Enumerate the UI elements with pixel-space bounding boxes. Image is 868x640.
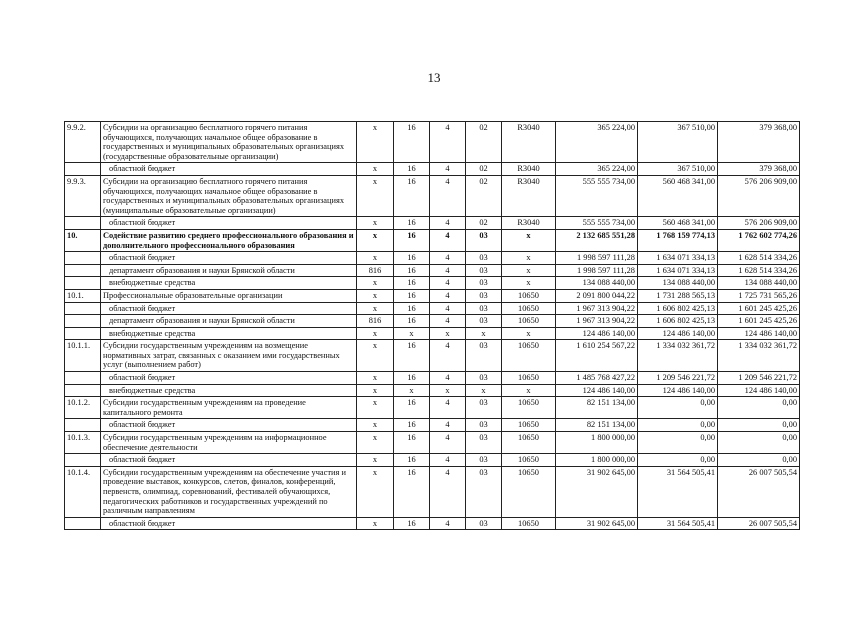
cell-amount-year-1: 134 088 440,00 (556, 277, 638, 290)
cell-grbs: x (357, 419, 394, 432)
cell-amount-year-2: 0,00 (638, 419, 718, 432)
table-row (65, 252, 800, 265)
cell-grbs: x (357, 229, 394, 251)
row-name: департамент образования и науки Брянской области (101, 315, 357, 328)
cell-direction: 10650 (502, 397, 556, 419)
cell-subprogram: 4 (430, 277, 466, 290)
cell-amount-year-3: 26 007 505,54 (718, 517, 800, 530)
cell-amount-year-2: 1 606 802 425,13 (638, 315, 718, 328)
row-name: областной бюджет (101, 302, 357, 315)
cell-grbs: x (357, 252, 394, 265)
row-number (65, 327, 101, 340)
cell-subprogram: 4 (430, 315, 466, 328)
cell-grbs: x (357, 289, 394, 302)
cell-amount-year-2: 124 486 140,00 (638, 327, 718, 340)
cell-grbs: x (357, 432, 394, 454)
table-row (65, 175, 800, 216)
row-number (65, 454, 101, 467)
row-number (65, 315, 101, 328)
cell-direction: R3040 (502, 217, 556, 230)
table-row (65, 315, 800, 328)
cell-activity: 03 (466, 372, 502, 385)
budget-table (64, 121, 800, 530)
cell-amount-year-1: 2 132 685 551,28 (556, 229, 638, 251)
cell-grbs: x (357, 217, 394, 230)
cell-grbs: 816 (357, 264, 394, 277)
cell-amount-year-2: 367 510,00 (638, 163, 718, 176)
cell-amount-year-1: 1 998 597 111,28 (556, 252, 638, 265)
cell-amount-year-1: 1 967 313 904,22 (556, 315, 638, 328)
cell-amount-year-1: 555 555 734,00 (556, 175, 638, 216)
cell-direction: 10650 (502, 432, 556, 454)
cell-amount-year-1: 82 151 134,00 (556, 419, 638, 432)
cell-subprogram: 4 (430, 454, 466, 467)
cell-direction: 10650 (502, 289, 556, 302)
cell-amount-year-2: 1 634 071 334,13 (638, 252, 718, 265)
row-name: областной бюджет (101, 252, 357, 265)
cell-subprogram: 4 (430, 122, 466, 163)
cell-program: 16 (394, 302, 430, 315)
row-name: внебюджетные средства (101, 327, 357, 340)
cell-program: 16 (394, 432, 430, 454)
row-name: департамент образования и науки Брянской области (101, 264, 357, 277)
cell-amount-year-2: 560 468 341,00 (638, 175, 718, 216)
row-number (65, 517, 101, 530)
cell-amount-year-1: 365 224,00 (556, 122, 638, 163)
cell-amount-year-1: 1 967 313 904,22 (556, 302, 638, 315)
cell-subprogram: 4 (430, 229, 466, 251)
cell-amount-year-3: 0,00 (718, 432, 800, 454)
table-row (65, 277, 800, 290)
cell-direction: x (502, 327, 556, 340)
cell-activity: 03 (466, 466, 502, 517)
cell-amount-year-1: 124 486 140,00 (556, 327, 638, 340)
cell-direction: R3040 (502, 163, 556, 176)
cell-direction: 10650 (502, 517, 556, 530)
row-number: 9.9.2. (65, 122, 101, 163)
cell-program: 16 (394, 466, 430, 517)
cell-amount-year-3: 1 601 245 425,26 (718, 302, 800, 315)
cell-grbs: x (357, 302, 394, 315)
cell-program: 16 (394, 163, 430, 176)
cell-program: x (394, 327, 430, 340)
row-name: областной бюджет (101, 372, 357, 385)
table-row (65, 454, 800, 467)
cell-grbs: x (357, 277, 394, 290)
cell-subprogram: 4 (430, 397, 466, 419)
cell-amount-year-3: 1 762 602 774,26 (718, 229, 800, 251)
cell-program: 16 (394, 340, 430, 372)
cell-grbs: x (357, 122, 394, 163)
cell-activity: 03 (466, 432, 502, 454)
row-number (65, 264, 101, 277)
table-row (65, 163, 800, 176)
row-name: областной бюджет (101, 517, 357, 530)
cell-amount-year-2: 0,00 (638, 432, 718, 454)
cell-direction: 10650 (502, 466, 556, 517)
cell-activity: 03 (466, 340, 502, 372)
cell-amount-year-3: 0,00 (718, 397, 800, 419)
table-row (65, 517, 800, 530)
cell-amount-year-3: 1 628 514 334,26 (718, 252, 800, 265)
cell-grbs: x (357, 372, 394, 385)
cell-activity: 03 (466, 229, 502, 251)
table-row (65, 419, 800, 432)
cell-activity: 03 (466, 454, 502, 467)
row-number (65, 163, 101, 176)
cell-activity: 03 (466, 289, 502, 302)
cell-program: 16 (394, 122, 430, 163)
cell-subprogram: x (430, 327, 466, 340)
cell-activity: 02 (466, 175, 502, 216)
cell-direction: 10650 (502, 315, 556, 328)
cell-amount-year-3: 1 725 731 565,26 (718, 289, 800, 302)
row-number: 10.1. (65, 289, 101, 302)
cell-activity: 02 (466, 217, 502, 230)
cell-activity: 03 (466, 517, 502, 530)
cell-direction: x (502, 252, 556, 265)
cell-amount-year-3: 1 628 514 334,26 (718, 264, 800, 277)
cell-amount-year-3: 0,00 (718, 454, 800, 467)
cell-direction: 10650 (502, 302, 556, 315)
table-row (65, 217, 800, 230)
row-name: Профессиональные образовательные организации (101, 289, 357, 302)
cell-subprogram: 4 (430, 289, 466, 302)
cell-amount-year-2: 31 564 505,41 (638, 517, 718, 530)
cell-direction: x (502, 264, 556, 277)
cell-amount-year-3: 379 368,00 (718, 163, 800, 176)
cell-amount-year-1: 1 998 597 111,28 (556, 264, 638, 277)
cell-amount-year-3: 379 368,00 (718, 122, 800, 163)
row-name: внебюджетные средства (101, 384, 357, 397)
cell-amount-year-3: 576 206 909,00 (718, 217, 800, 230)
cell-subprogram: 4 (430, 340, 466, 372)
row-number (65, 217, 101, 230)
table-row (65, 327, 800, 340)
cell-amount-year-1: 1 800 000,00 (556, 454, 638, 467)
cell-grbs: x (357, 163, 394, 176)
cell-activity: 02 (466, 163, 502, 176)
cell-amount-year-3: 124 486 140,00 (718, 327, 800, 340)
cell-grbs: x (357, 175, 394, 216)
cell-grbs: x (357, 454, 394, 467)
cell-subprogram: 4 (430, 432, 466, 454)
row-number (65, 252, 101, 265)
cell-activity: 02 (466, 122, 502, 163)
cell-amount-year-2: 1 209 546 221,72 (638, 372, 718, 385)
cell-grbs: 816 (357, 315, 394, 328)
table-row (65, 302, 800, 315)
cell-amount-year-1: 1 800 000,00 (556, 432, 638, 454)
cell-amount-year-3: 1 601 245 425,26 (718, 315, 800, 328)
row-number: 10.1.3. (65, 432, 101, 454)
cell-program: 16 (394, 277, 430, 290)
cell-amount-year-3: 1 209 546 221,72 (718, 372, 800, 385)
row-number (65, 384, 101, 397)
table-row (65, 229, 800, 251)
table-row (65, 397, 800, 419)
cell-activity: x (466, 327, 502, 340)
cell-amount-year-1: 31 902 645,00 (556, 466, 638, 517)
row-name: Субсидии государственным учреждениям на обеспечение участия и проведение выставок, конкурсов, слетов, финалов, конференций, первенств, олимпиад, соревнований, фестивалей обучающихся, педагогических работников и государственных учреждений по различным направлениям (101, 466, 357, 517)
cell-subprogram: 4 (430, 252, 466, 265)
row-number: 10.1.4. (65, 466, 101, 517)
cell-subprogram: 4 (430, 419, 466, 432)
row-number: 10.1.1. (65, 340, 101, 372)
cell-amount-year-2: 0,00 (638, 454, 718, 467)
row-name: Содействие развитию среднего профессионального образования и дополнительного профессионального образования (101, 229, 357, 251)
cell-direction: R3040 (502, 122, 556, 163)
cell-program: 16 (394, 397, 430, 419)
cell-amount-year-1: 365 224,00 (556, 163, 638, 176)
row-name: Субсидии государственным учреждениям на информационное обеспечение деятельности (101, 432, 357, 454)
cell-subprogram: 4 (430, 163, 466, 176)
cell-direction: R3040 (502, 175, 556, 216)
cell-program: 16 (394, 175, 430, 216)
cell-amount-year-2: 31 564 505,41 (638, 466, 718, 517)
cell-subprogram: x (430, 384, 466, 397)
cell-grbs: x (357, 466, 394, 517)
row-name: Субсидии на организацию бесплатного горячего питания обучающихся, получающих начальное общее образование в государственных и муниципальных образовательных организациях (муниципальные образовательные организации) (101, 175, 357, 216)
table-row (65, 122, 800, 163)
cell-direction: x (502, 229, 556, 251)
cell-program: 16 (394, 517, 430, 530)
table-row (65, 264, 800, 277)
cell-amount-year-2: 560 468 341,00 (638, 217, 718, 230)
row-number (65, 277, 101, 290)
cell-activity: 03 (466, 277, 502, 290)
cell-direction: x (502, 384, 556, 397)
cell-direction: 10650 (502, 454, 556, 467)
cell-amount-year-1: 124 486 140,00 (556, 384, 638, 397)
cell-amount-year-2: 367 510,00 (638, 122, 718, 163)
row-name: внебюджетные средства (101, 277, 357, 290)
row-number (65, 372, 101, 385)
cell-program: 16 (394, 315, 430, 328)
cell-program: 16 (394, 264, 430, 277)
cell-grbs: x (357, 384, 394, 397)
row-name: Субсидии государственным учреждениям на возмещение нормативных затрат, связанных с оказанием ими государственных услуг (выполнением работ) (101, 340, 357, 372)
cell-program: 16 (394, 372, 430, 385)
cell-grbs: x (357, 517, 394, 530)
cell-amount-year-3: 26 007 505,54 (718, 466, 800, 517)
cell-amount-year-2: 0,00 (638, 397, 718, 419)
table-row (65, 432, 800, 454)
cell-amount-year-2: 1 634 071 334,13 (638, 264, 718, 277)
cell-activity: 03 (466, 419, 502, 432)
table-row (65, 289, 800, 302)
cell-amount-year-2: 1 334 032 361,72 (638, 340, 718, 372)
cell-activity: x (466, 384, 502, 397)
row-name: областной бюджет (101, 163, 357, 176)
cell-subprogram: 4 (430, 175, 466, 216)
cell-amount-year-1: 2 091 800 044,22 (556, 289, 638, 302)
cell-amount-year-3: 576 206 909,00 (718, 175, 800, 216)
cell-grbs: x (357, 397, 394, 419)
table-row (65, 340, 800, 372)
row-name: областной бюджет (101, 217, 357, 230)
cell-amount-year-2: 1 606 802 425,13 (638, 302, 718, 315)
cell-amount-year-3: 134 088 440,00 (718, 277, 800, 290)
table-row (65, 372, 800, 385)
cell-amount-year-1: 31 902 645,00 (556, 517, 638, 530)
cell-amount-year-2: 1 731 288 565,13 (638, 289, 718, 302)
cell-amount-year-2: 134 088 440,00 (638, 277, 718, 290)
row-number (65, 419, 101, 432)
row-number: 10.1.2. (65, 397, 101, 419)
row-name: Субсидии на организацию бесплатного горячего питания обучающихся, получающих начальное общее образование в государственных и муниципальных образовательных организациях (государственные образовательные организации) (101, 122, 357, 163)
cell-amount-year-1: 82 151 134,00 (556, 397, 638, 419)
cell-direction: 10650 (502, 372, 556, 385)
page-number: 13 (427, 70, 441, 85)
cell-amount-year-2: 124 486 140,00 (638, 384, 718, 397)
cell-subprogram: 4 (430, 466, 466, 517)
cell-activity: 03 (466, 302, 502, 315)
cell-amount-year-1: 555 555 734,00 (556, 217, 638, 230)
cell-subprogram: 4 (430, 302, 466, 315)
cell-amount-year-3: 124 486 140,00 (718, 384, 800, 397)
cell-activity: 03 (466, 264, 502, 277)
cell-program: 16 (394, 419, 430, 432)
cell-direction: 10650 (502, 419, 556, 432)
cell-program: 16 (394, 252, 430, 265)
table-row (65, 384, 800, 397)
row-name: областной бюджет (101, 419, 357, 432)
cell-amount-year-2: 1 768 159 774,13 (638, 229, 718, 251)
cell-amount-year-1: 1 485 768 427,22 (556, 372, 638, 385)
row-name: Субсидии государственным учреждениям на проведение капитального ремонта (101, 397, 357, 419)
cell-activity: 03 (466, 252, 502, 265)
cell-program: 16 (394, 217, 430, 230)
table-row (65, 466, 800, 517)
row-number (65, 302, 101, 315)
cell-direction: 10650 (502, 340, 556, 372)
cell-subprogram: 4 (430, 264, 466, 277)
cell-direction: x (502, 277, 556, 290)
cell-subprogram: 4 (430, 517, 466, 530)
cell-activity: 03 (466, 397, 502, 419)
row-number: 10. (65, 229, 101, 251)
cell-amount-year-3: 1 334 032 361,72 (718, 340, 800, 372)
cell-subprogram: 4 (430, 217, 466, 230)
cell-amount-year-1: 1 610 254 567,22 (556, 340, 638, 372)
cell-program: 16 (394, 454, 430, 467)
row-name: областной бюджет (101, 454, 357, 467)
cell-amount-year-3: 0,00 (718, 419, 800, 432)
cell-program: x (394, 384, 430, 397)
cell-program: 16 (394, 229, 430, 251)
cell-activity: 03 (466, 315, 502, 328)
cell-grbs: x (357, 327, 394, 340)
cell-program: 16 (394, 289, 430, 302)
cell-grbs: x (357, 340, 394, 372)
cell-subprogram: 4 (430, 372, 466, 385)
row-number: 9.9.3. (65, 175, 101, 216)
